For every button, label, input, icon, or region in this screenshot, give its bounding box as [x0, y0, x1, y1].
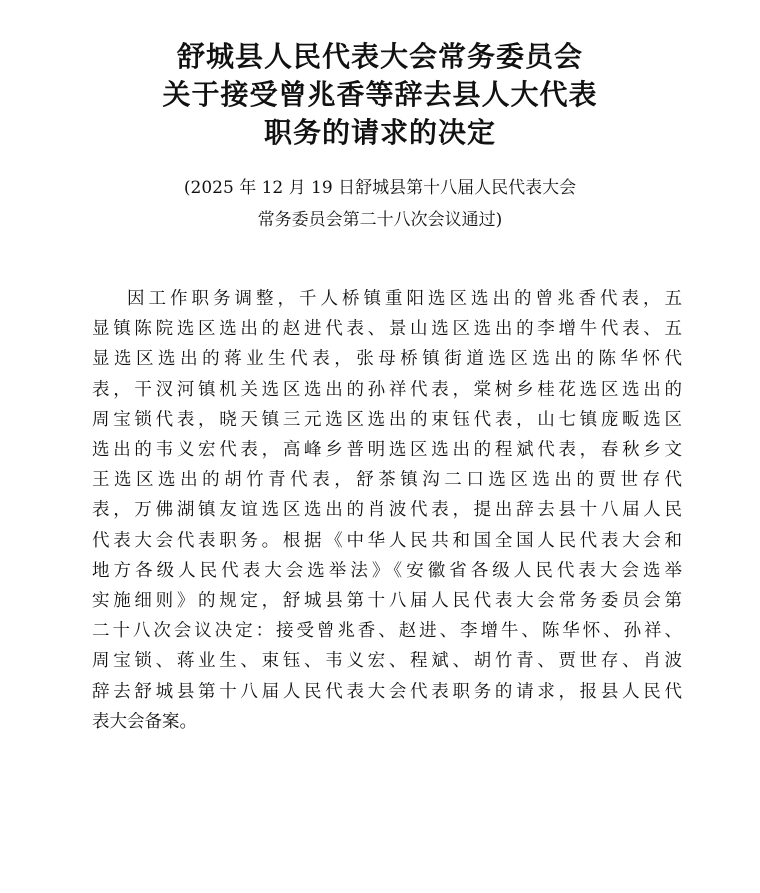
body-line: 周宝锁代表，晓天镇三元选区选出的束钰代表，山七镇庞畈选区 [92, 409, 682, 430]
body-line: 代表大会代表职务。根据《中华人民共和国全国人民代表大会和 [92, 530, 682, 551]
body-line: 地方各级人民代表大会选举法》《安徽省各级人民代表大会选举 [92, 560, 682, 581]
body-line: 选出的韦义宏代表，高峰乡普明选区选出的程斌代表，春秋乡文 [92, 440, 682, 461]
title-line-3: 职务的请求的决定 [263, 116, 496, 149]
body-line: 显镇陈院选区选出的赵进代表、景山选区选出的李增牛代表、五 [92, 319, 682, 340]
document-body [92, 284, 682, 737]
body-line: 表，万佛湖镇友谊选区选出的肖波代表，提出辞去县十八届人民 [92, 500, 682, 521]
body-line: 因工作职务调整，千人桥镇重阳选区选出的曾兆香代表，五 [127, 289, 682, 309]
body-line: 显选区选出的蒋业生代表，张母桥镇街道选区选出的陈华怀代 [92, 349, 682, 370]
body-line: 表，干汊河镇机关选区选出的孙祥代表，棠树乡桂花选区选出的 [92, 379, 682, 400]
subtitle-line-1: (2025 年 12 月 19 日舒城县第十八届人民代表大会 [183, 178, 577, 198]
body-line: 二十八次会议决定：接受曾兆香、赵进、李增牛、陈华怀、孙祥、 [92, 621, 682, 642]
document-subtitle [0, 172, 760, 236]
subtitle-line-2: 常务委员会第二十八次会议通过) [257, 210, 503, 230]
title-line-2: 关于接受曾兆香等辞去县人大代表 [162, 78, 598, 111]
document-title [0, 38, 760, 152]
body-line: 辞去舒城县第十八届人民代表大会代表职务的请求，报县人民代 [92, 681, 682, 702]
body-line: 实施细则》的规定，舒城县第十八届人民代表大会常务委员会第 [92, 591, 682, 612]
title-line-1: 舒城县人民代表大会常务委员会 [176, 40, 583, 73]
body-line: 王选区选出的胡竹青代表，舒茶镇沟二口选区选出的贾世存代 [92, 470, 682, 491]
body-line: 周宝锁、蒋业生、束钰、韦义宏、程斌、胡竹青、贾世存、肖波 [92, 651, 682, 672]
body-line: 表大会备案。 [92, 711, 197, 732]
